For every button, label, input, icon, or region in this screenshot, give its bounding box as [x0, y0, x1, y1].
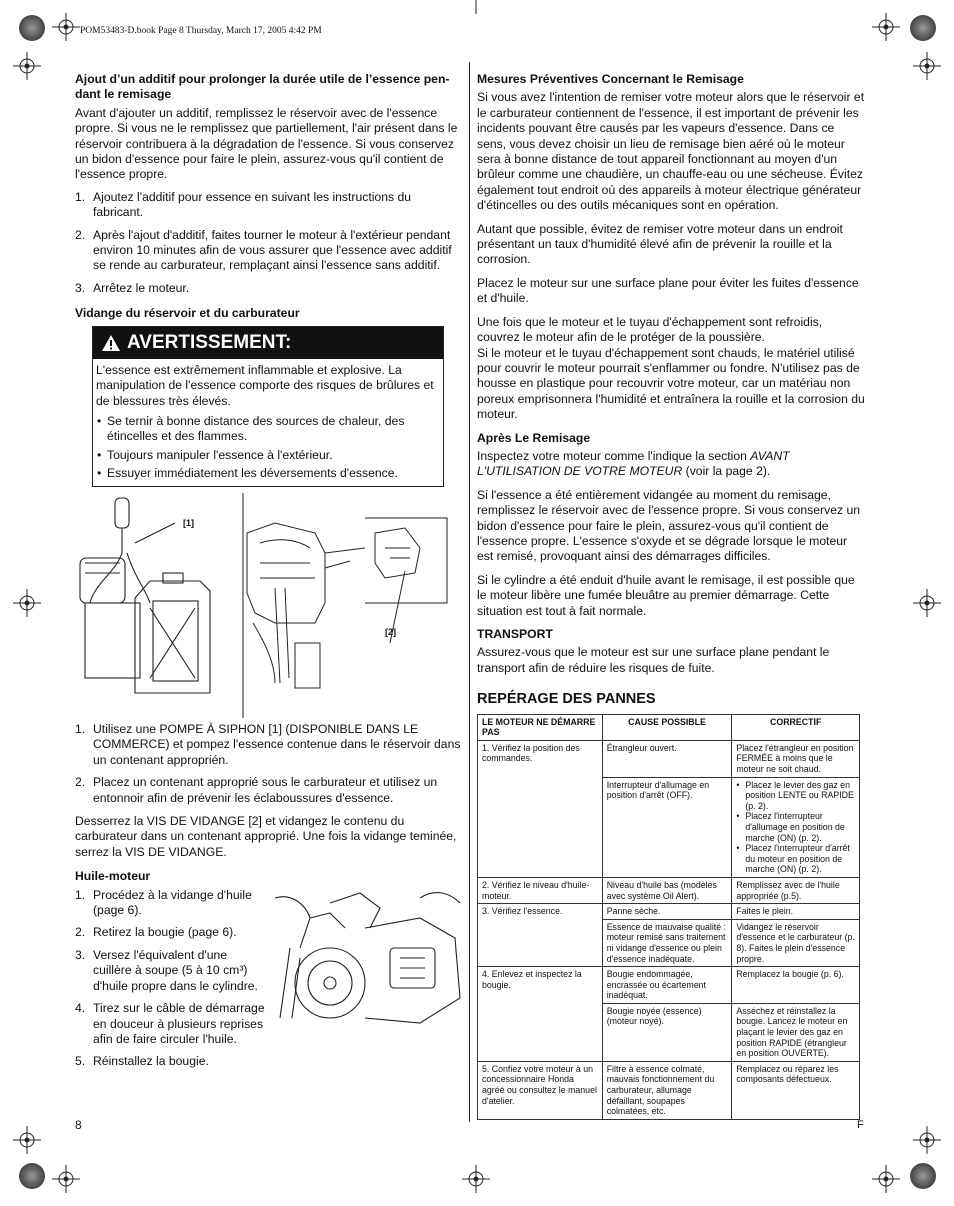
list-item: • Se ternir à bonne distance des sources de chaleur, des étincelles et des flammes.: [96, 414, 439, 445]
warning-triangle-icon: [101, 334, 121, 352]
table-cell: 1. Vérifiez la position des commandes.: [478, 740, 603, 877]
step-text: Retirez la bougie (page 6).: [93, 925, 237, 940]
step-text: Ajoutez l'additif pour essence en suivant les instructions du fabricant.: [93, 189, 412, 220]
step-number: 3.: [75, 947, 86, 962]
table-cell: Panne sèche.: [602, 904, 732, 920]
table-cell: Remplacez ou réparez les composants défectueux.: [732, 1061, 860, 1119]
list-item: [75, 190, 463, 221]
list-item: [75, 722, 463, 768]
additive-steps: [75, 190, 463, 296]
list-item: • Placez le levier des gaz en position LENTE ou RAPIDE (p. 2).: [736, 780, 855, 812]
figure-label-1: [1]: [183, 518, 194, 528]
troubleshooting-title: REPÉRAGE DES PANNES: [477, 691, 656, 708]
step-text: Réinstallez la bougie.: [93, 1054, 209, 1069]
table-row: [478, 904, 860, 920]
table-cell: [732, 777, 860, 877]
step-text: Versez l'équivalent d'une cuillère à soupe (5 à 10 cm³) d'huile propre dans le cylindre.: [93, 947, 258, 993]
step-text: Arrêtez le moteur.: [93, 280, 190, 295]
print-header: POM53483-D.book Page 8 Thursday, March 17, 2005 4:42 PM: [80, 26, 322, 36]
table-header: CORRECTIF: [732, 714, 860, 740]
table-row: [478, 877, 860, 903]
list-item: [75, 228, 463, 274]
page-number: 8: [75, 1118, 82, 1132]
step-number: 4.: [75, 1001, 86, 1016]
step-number: 1.: [75, 722, 86, 736]
column-divider: [469, 62, 470, 1122]
additive-intro: Avant d'ajouter un additif, remplissez le réservoir avec de l'essence propre. Si vous ne le remplissez que partiellement, l'air présent dans le réservoir contribuera à la dégradation de l'essence. Si vous conservez un bidon d'essence pour faire le plein, assurez-vous qu'il contient de l'essence propre.: [75, 105, 458, 182]
figure-label-2: [2]: [385, 627, 396, 637]
step-number: 5.: [75, 1054, 86, 1069]
table-row: [478, 967, 860, 1004]
table-cell: Vidangez le réservoir d'essence et le carburateur (p. 8). Faites le plein d'essence propre.: [732, 919, 860, 966]
preventive-paragraph-5: Si le moteur et le tuyau d'échappement sont chauds, le matériel utilisé pour couvrir le moteur pourrait s'enflammer ou fondre. N'utilisez pas de housse en plastique pour recouvrir votre moteur, car un matériau non poreux emprisonnera l'humidité et entraînera la rouille et la corrosion du moteur.: [477, 345, 865, 422]
table-cell: Essence de mauvaise qualité : moteur remisé sans traitement ni vidange d'essence ou plein d'essence inadéquate.: [602, 919, 732, 966]
transport-paragraph: Assurez-vous que le moteur est sur une surface plane pendant le transport afin de réduire les risques de fuite.: [477, 645, 830, 675]
engine-recoil-illustration: [270, 888, 465, 1028]
after-text-emphasis: AVANT L'UTILISATION DE VOTRE MOTEUR: [477, 448, 790, 479]
table-cell: 5. Confiez votre moteur à un concessionnaire Honda agréé ou consultez le manuel d'atelier.: [478, 1061, 603, 1119]
after-paragraph-3: Si le cylindre a été enduit d'huile avant le remisage, il est possible que le moteur libère une fumée bleuâtre au premier démarrage. Cette situation est tout à fait normale.: [477, 572, 855, 618]
drain-illustration: [75, 493, 465, 718]
table-cell: Interrupteur d'allumage en position d'arrêt (OFF).: [602, 777, 732, 877]
list-item: • Placez l'interrupteur d'allumage en position de marche (ON) (p. 2).: [736, 811, 855, 843]
list-item: [75, 888, 265, 919]
table-header: LE MOTEUR NE DÉMARRE PAS: [478, 714, 603, 740]
troubleshooting-table: [477, 714, 860, 1120]
table-cell: Remplissez avec de l'huile appropriée (p.5).: [732, 877, 860, 903]
table-cell: 4. Enlevez et inspectez la bougie.: [478, 967, 603, 1062]
table-cell: Faites le plein.: [732, 904, 860, 920]
after-paragraph-2: Si l'essence a été entièrement vidangée au moment du remisage, remplissez le réservoir avec de l'essence propre. Si vous conservez un bidon d'essence pour faire le plein, assurez-vous qu'il contient de l'essence propre. L'essence s'oxyde et se dégrade lorsque le moteur est remisé, provoquant ainsi des démarrages difficiles.: [477, 487, 861, 564]
after-text-a: Inspectez votre moteur comme l'indique la section: [477, 448, 751, 463]
fix-list: [736, 780, 855, 875]
table-row: [478, 1061, 860, 1119]
transport-title: TRANSPORT: [477, 627, 553, 641]
language-letter: F: [857, 1119, 864, 1131]
after-text-b: (voir la page 2).: [682, 464, 771, 479]
warning-body: [93, 359, 443, 486]
table-cell: Filtre à essence colmaté, mauvais fonctionnement du carburateur, allumage défaillant, soupapes colmatées, etc.: [602, 1061, 732, 1119]
after-paragraph-1: [477, 449, 865, 480]
oil-steps: [75, 888, 265, 1070]
step-number: 2.: [75, 775, 86, 790]
warning-text: L'essence est extrêmement inflammable et explosive. La manipulation de l'essence comporte des risques de brûlures et de blessures très élevés.: [96, 362, 434, 408]
oil-title: Huile-moteur: [75, 869, 151, 884]
table-cell: Bougie noyée (essence) (moteur noyé).: [602, 1003, 732, 1061]
preventive-paragraph-4: Une fois que le moteur et le tuyau d'échappement sont refroidis, couvrez le moteur afin de le protéger de la poussière.: [477, 314, 823, 345]
preventive-paragraph-2: Autant que possible, évitez de remiser votre moteur dans un endroit présentant un taux d'humidité élevé afin de prévenir la rouille et la corrosion.: [477, 221, 843, 267]
list-item: [75, 1001, 265, 1047]
table-header: CAUSE POSSIBLE: [602, 714, 732, 740]
step-text: Après l'ajout d'additif, faites tourner le moteur à l'extérieur pendant environ 10 minutes afin de vous assurer que l'essence avec additif se rende au carburateur, remplaçant ainsi l'essence sans additif.: [93, 227, 452, 273]
step-number: 1.: [75, 189, 86, 204]
list-item: [75, 948, 265, 994]
table-cell: 2. Vérifiez le niveau d'huile-moteur.: [478, 877, 603, 903]
drain-steps: [75, 722, 463, 806]
table-cell: Niveau d'huile bas (modèles avec système Oil Alert).: [602, 877, 732, 903]
table-cell: Asséchez et réinstallez la bougie. Lancez le moteur en plaçant le levier des gaz en position RAPIDE (étrangleur en position OUVERTE).: [732, 1003, 860, 1061]
step-number: 1.: [75, 887, 86, 902]
step-number: 2.: [75, 227, 86, 242]
list-item: • Essuyer immédiatement les déversements d'essence.: [96, 466, 439, 481]
table-cell: Placez l'étrangleur en position FERMÉE à moins que le moteur ne soit chaud.: [732, 740, 860, 777]
list-item: [75, 775, 463, 806]
preventive-paragraph-1: Si vous avez l'intention de remiser votre moteur alors que le réservoir et le carburateur contiennent de l'essence, il est important de prévenir les incidents pouvant être causés par les vapeurs d'essence. Dans ce sens, vous devez choisir un lieu de remisage bien aéré où le moteur sera à bonne distance de tout appareil fonctionnant au moyen d'un brûleur comme une chaudière, un chauffe-eau ou une sécheuse. Évitez également tout endroit où des appareils à moteur électrique générateur d'étincelles ou des outils mécaniques sont en opération.: [477, 90, 865, 213]
preventive-paragraph-3: Placez le moteur sur une surface plane pour éviter les fuites d'essence et d'huile.: [477, 275, 859, 306]
warning-box: [92, 326, 444, 487]
table-row: [478, 740, 860, 777]
left-column: [75, 72, 463, 487]
warning-header: [93, 327, 443, 359]
step-text: Tirez sur le câble de démarrage en douceur à plusieurs reprises afin de faire circuler l'huile.: [93, 1001, 265, 1046]
drain-screw-text: Desserrez la VIS DE VIDANGE [2] et vidangez le contenu du carburateur dans un contenant approprié. Une fois la vidange teminée, serrez la VIS DE VIDANGE.: [75, 814, 457, 859]
list-item: [75, 1054, 265, 1069]
list-item: [75, 925, 265, 940]
table-cell: Étrangleur ouvert.: [602, 740, 732, 777]
additive-title: Ajout d’un additif pour prolonger la durée utile de l’essence pen-dant le remisage: [75, 72, 450, 102]
table-cell: 3. Vérifiez l'essence.: [478, 904, 603, 967]
drain-title: Vidange du réservoir et du carburateur: [75, 306, 300, 321]
table-cell: Bougie endommagée, encrassée ou écartement inadéquat.: [602, 967, 732, 1004]
preventive-title: Mesures Préventives Concernant le Remisage: [477, 72, 744, 86]
list-item: [75, 281, 463, 296]
step-text: Placez un contenant approprié sous le carburateur et utilisez un entonnoir afin de prévenir les éclaboussures d'essence.: [93, 775, 438, 805]
after-storage-title: Après Le Remisage: [477, 430, 591, 445]
step-text: Procédez à la vidange d'huile (page 6).: [93, 887, 252, 918]
warning-title: AVERTISSEMENT:: [127, 331, 292, 353]
step-text: Utilisez une POMPE À SIPHON [1] (DISPONIBLE DANS LE COMMERCE) et pompez l'essence contenue dans le réservoir dans un contenant approprién.: [93, 722, 461, 767]
table-cell: Remplacez la bougie (p. 6).: [732, 967, 860, 1004]
table-header-row: [478, 714, 860, 740]
list-item: • Placez l'interrupteur d'arrêt du moteur en position de marche (ON) (p. 2).: [736, 843, 855, 875]
right-column: [477, 72, 865, 1120]
list-item: • Toujours manipuler l'essence à l'extérieur.: [96, 448, 439, 463]
step-number: 2.: [75, 925, 86, 940]
warning-bullets: [96, 414, 439, 482]
step-number: 3.: [75, 280, 86, 295]
